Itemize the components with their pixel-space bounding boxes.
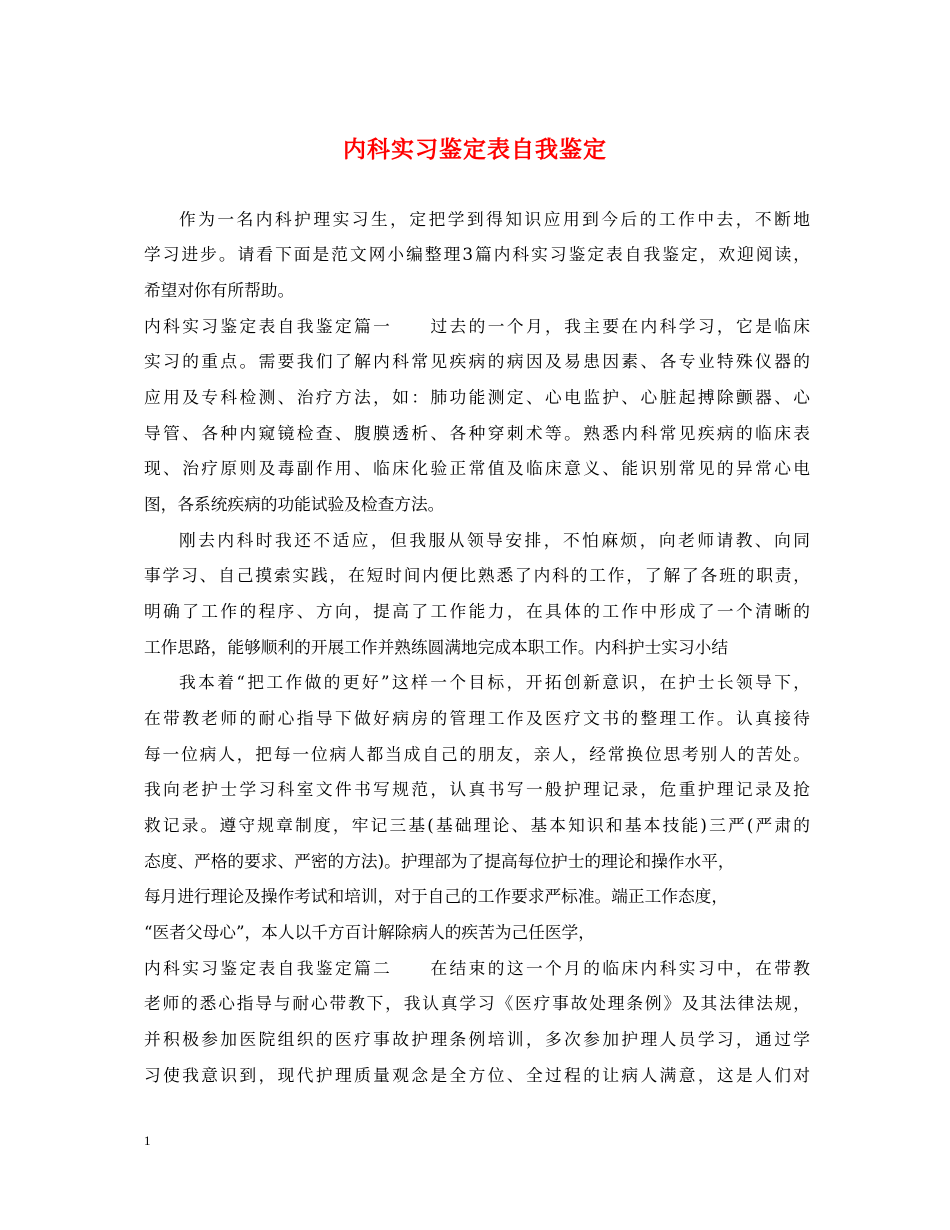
text-line: 事学习、自己摸索实践，在短时间内便比熟悉了内科的工作，了解了各班的职责， (144, 565, 810, 585)
text-line: 老师的悉心指导与耐心带教下，我认真学习《医疗事故处理条例》及其法律法规， (144, 993, 810, 1013)
text-line: 态度、严格的要求、严密的方法)。护理部为了提高每位护士的理论和操作水平， (144, 851, 735, 871)
text-line: “医者父母心”，本人以千方百计解除病人的疾苦为己任医学， (144, 922, 595, 942)
text-line: 图，各系统疾病的功能试验及检查方法。 (144, 494, 445, 514)
text-line: 学习进步。请看下面是范文网小编整理3篇内科实习鉴定表自我鉴定，欢迎阅读， (144, 244, 810, 264)
text-line: 刚去内科时我还不适应，但我服从领导安排，不怕麻烦，向老师请教、向同 (179, 530, 810, 550)
text-line: 习使我意识到，现代护理质量观念是全方位、全过程的让病人满意，这是人们对 (144, 1065, 810, 1085)
page-number: 1 (144, 1133, 151, 1148)
text-line: 导管、各种内窥镜检查、腹膜透析、各种穿刺术等。熟悉内科常见疾病的临床表 (144, 423, 810, 443)
text-line: 内科实习鉴定表自我鉴定篇一 过去的一个月，我主要在内科学习，它是临床 (144, 316, 810, 336)
text-line: 现、治疗原则及毒副作用、临床化验正常值及临床意义、能识别常见的异常心电 (144, 458, 810, 478)
text-line: 内科实习鉴定表自我鉴定篇二 在结束的这一个月的临床内科实习中，在带教 (144, 958, 810, 978)
text-line: 救记录。遵守规章制度，牢记三基(基础理论、基本知识和基本技能)三严(严肃的 (144, 815, 810, 835)
text-line: 我本着“把工作做的更好”这样一个目标，开拓创新意识，在护士长领导下， (179, 672, 810, 692)
text-line: 每一位病人，把每一位病人都当成自己的朋友，亲人，经常换位思考别人的苦处。 (144, 744, 810, 764)
text-line: 明确了工作的程序、方向，提高了工作能力，在具体的工作中形成了一个清晰的 (144, 601, 810, 621)
text-line: 在带教老师的耐心指导下做好病房的管理工作及医疗文书的整理工作。认真接待 (144, 708, 810, 728)
text-line: 并积极参加医院组织的医疗事故护理条例培训，多次参加护理人员学习，通过学 (144, 1029, 810, 1049)
text-line: 实习的重点。需要我们了解内科常见疾病的病因及易患因素、各专业特殊仪器的 (144, 351, 810, 371)
text-line: 作为一名内科护理实习生，定把学到得知识应用到今后的工作中去，不断地 (179, 209, 810, 229)
text-line: 工作思路，能够顺利的开展工作并熟练圆满地完成本职工作。内科护士实习小结 (144, 637, 729, 657)
text-line: 希望对你有所帮助。 (144, 280, 295, 300)
document-title: 内科实习鉴定表自我鉴定 (343, 137, 607, 163)
text-line: 每月进行理论及操作考试和培训，对于自己的工作要求严标准。端正工作态度， (144, 886, 729, 906)
text-line: 我向老护士学习科室文件书写规范，认真书写一般护理记录，危重护理记录及抢 (144, 779, 810, 799)
text-line: 应用及专科检测、治疗方法，如：肺功能测定、心电监护、心脏起搏除颤器、心 (144, 387, 810, 407)
